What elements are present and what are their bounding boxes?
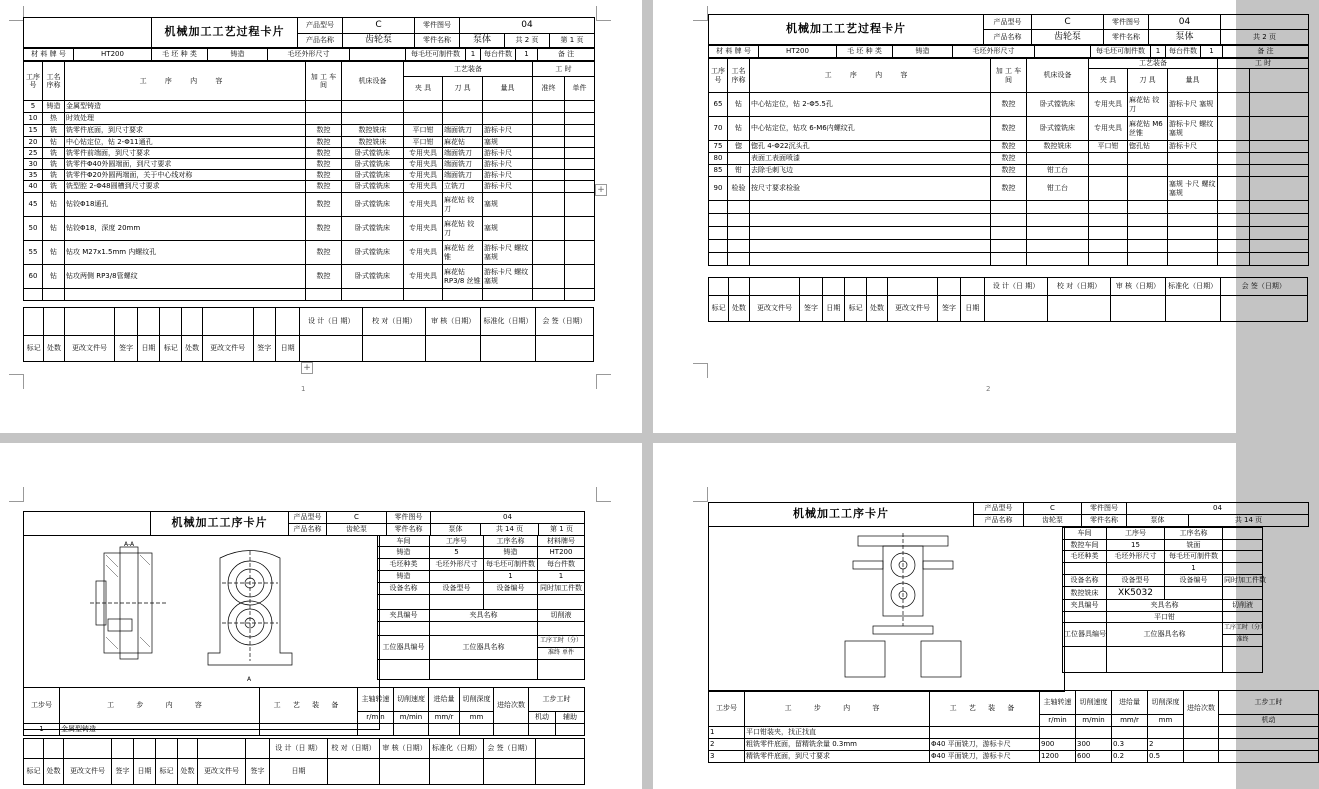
table-row: 70 钻 中心钻定位，钻攻 6-M6内螺纹孔 数控 卧式镗铣床 专用夹具 麻花钻 M6 丝锥 游标卡尺 螺纹塞规: [709, 117, 1309, 141]
material-row-2: 材 料 牌 号 HT200 毛 坯 种 类 铸造 毛坯外形尺寸 每毛坯可制件数 1 每台件数 1 备 注: [708, 45, 1309, 58]
page-number-2: 2: [986, 385, 991, 393]
table-row: 40 铣 铣型腔 2-Φ48圆槽到尺寸要求 数控 卧式镗铣床 专用夹具 立铣刀 游标卡尺: [24, 181, 595, 193]
step-table-4: 工步号 工 步 内 容 工 艺 装 备 主轴转速 切削速度 进给量 切削深度 进给次数 工步工时 r/min m/min mm/r mm 机动 1 平口钳装夹，找正找直 2 粗铣零件底面，留精铣余量 0.3mm Φ40 平面铣刀，游标卡尺 900 300 0.3 2 3 精铣零件底面，到尺寸要求 Φ40 平面铣刀，游标卡尺 1200 600 0.2 0.5: [708, 690, 1319, 763]
table-row: [709, 214, 1309, 227]
table-row: 90 检验 按尺寸要求检验 数控 钳工台 塞规 卡尺 螺纹塞规: [709, 177, 1309, 201]
material-row: 材 料 牌 号 HT200 毛 坯 种 类 铸造 毛坯外形尺寸 每毛坯可制件数 1 每台件数 1 备 注: [23, 48, 595, 61]
process-table-2: 工序号 工名 序称 工 序 内 容 加 工 车 间 机床设备 工艺装备 工 时 夹 具 刀 具 量具 65 钻 中心钻定位，钻 2-Φ5.5孔 数控 卧式镗铣床 专用夹具 麻花钻 铰刀 游标卡尺 塞规 70 钻 中心钻定位，钻攻 6-M6内螺纹孔 数控 卧式镗铣床 专用夹具 麻花钻 M6 丝锥 游标卡尺 螺纹塞规 75 锪 锪孔 4-Φ22沉头孔 数控 数控铣床 平口钳 锪孔钻 游标卡尺 80 表面工表面喷漆 数控 85 钳 去除毛刺飞边 数控 钳工台 90 检验 按尺寸要求检验 数控 钳工台 塞规 卡尺 螺纹塞规: [708, 58, 1309, 266]
process-table: 工序号 工名 序称 工 序 内 容 加 工 车 间 机床设备 工艺装备 工 时 夹 具 刀 具 量具 准终 单件 5 铸造 金属型铸造 10 热 时效处理 15 铣 铣零件底面，到尺寸要求 数控 数控铣床 平口钳 端面铣刀 游标卡尺 20 钻 中心钻定位，钻 2-Φ11通孔 数控 数控铣床 平口钳 麻花钻 塞规 25 铣 铣零件前端面，到尺寸要求 数控 卧式镗铣床 专用夹具 端面铣刀 游标卡尺 30 铣 铣零件Φ40外圆端面，到尺寸要求 数控 卧式镗铣床 专用夹具 端面铣刀 游标卡尺 35 铣 铣零件Φ20外圆两端面，关于中心线对称 数控 卧式镗铣床 专用夹具 端面铣刀 游标卡尺 40 铣 铣型腔 2-Φ48圆槽到尺寸要求 数控 卧式镗铣床 专用夹具 立铣刀 游标卡尺 45 钻 钻铰Φ18通孔 数控 卧式镗铣床 专用夹具 麻花钻 铰刀 塞规 50 钻 钻铰Φ18，深度 20mm 数控 卧式镗铣床 专用夹具 麻花钻 铰刀 塞规 55 钻 钻攻 M27x1.5mm 内螺纹孔 数控 卧式镗铣床 专用夹具 麻花钻 丝锥 游标卡尺 螺纹塞规 60 钻 钻攻两侧 RP3/8管螺纹 数控 卧式镗铣床 专用夹具 麻花钻 RP3/8 丝锥 游标卡尺 螺纹塞规: [23, 61, 595, 301]
table-row: 1 平口钳装夹，找正找直: [709, 727, 1319, 739]
table-row: 1 金属型铸造: [24, 724, 585, 736]
table-row: 25 铣 铣零件前端面，到尺寸要求 数控 卧式镗铣床 专用夹具 端面铣刀 游标卡尺: [24, 148, 595, 159]
table-row: 60 钻 钻攻两侧 RP3/8管螺纹 数控 卧式镗铣床 专用夹具 麻花钻 RP3/8 丝锥 游标卡尺 螺纹塞规: [24, 265, 595, 289]
op-info-table: 车间 工序号 工序名称 材料牌号 铸造 5 铸造 HT200 毛坯种类 毛坯外形尺寸 每毛坯可制件数 每台件数 铸造 1 1 设备名称 设备型号 设备编号 同时加工件数 夹具编号 夹具名称 切削液 工位器具编号 工位器具名称 工序工时（分） 准终 单件: [377, 535, 585, 680]
process-card-header: 机械加工工艺过程卡片 产品型号 C 零件图号 04 产品名称 齿轮泵 零件名称 泵体 共 2 页 第 1 页: [23, 17, 595, 48]
table-row: [709, 240, 1309, 253]
table-add-column-button[interactable]: +: [595, 184, 607, 196]
part-no: 04: [460, 18, 595, 34]
op-card-header: 机械加工工序卡片 产品型号 C 零件图号 04 产品名称 齿轮泵 零件名称 泵体 共 14 页 第 1 页: [23, 511, 585, 536]
product-type: C: [343, 18, 415, 34]
sign-table-3: 设 计（日 期） 校 对（日期） 审 核（日期） 标准化（日期） 会 签（日期） 标记 处数 更改文件号 签字 日期 标记 处数 更改文件号 签字 日期: [23, 738, 585, 785]
step-table: 工步号 工 步 内 容 工 艺 装 备 主轴转速 切削速度 进给量 切削深度 进给次数 工步工时 r/min m/min mm/r mm 机动 辅助 1 金属型铸造: [23, 687, 585, 736]
table-row: 10 热 时效处理: [24, 113, 595, 125]
table-row: [709, 253, 1309, 266]
table-row: 15 铣 铣零件底面，到尺寸要求 数控 数控铣床 平口钳 端面铣刀 游标卡尺: [24, 125, 595, 137]
view-label: A: [247, 676, 252, 683]
table-row: 80 表面工表面喷漆 数控: [709, 153, 1309, 165]
table-row: 30 铣 铣零件Φ40外圆端面，到尺寸要求 数控 卧式镗铣床 专用夹具 端面铣刀 游标卡尺: [24, 159, 595, 170]
table-row: [709, 201, 1309, 214]
pages-total: 共 2 页: [505, 34, 550, 48]
table-row: 50 钻 钻铰Φ18，深度 20mm 数控 卧式镗铣床 专用夹具 麻花钻 铰刀 塞规: [24, 217, 595, 241]
sign-table: 设 计（日 期） 校 对（日期） 审 核（日期） 标准化（日期） 会 签（日期） 标记 处数 更改文件号 签字 日期 标记 处数 更改文件号 签字 日期: [23, 307, 594, 362]
product-name: 齿轮泵: [343, 34, 415, 48]
page-no: 第 1 页: [550, 34, 595, 48]
material: HT200: [74, 49, 152, 61]
table-row: 65 钻 中心钻定位，钻 2-Φ5.5孔 数控 卧式镗铣床 专用夹具 麻花钻 铰刀 游标卡尺 塞规: [709, 93, 1309, 117]
table-add-row-button[interactable]: +: [301, 362, 313, 374]
card-title: 机械加工工艺过程卡片: [152, 18, 298, 48]
section-label: A-A: [124, 541, 135, 548]
fixture-drawing: [843, 531, 963, 681]
table-row: 55 钻 钻攻 M27x1.5mm 内螺纹孔 数控 卧式镗铣床 专用夹具 麻花钻 丝锥 游标卡尺 螺纹塞规: [24, 241, 595, 265]
table-row: 2 粗铣零件底面，留精铣余量 0.3mm Φ40 平面铣刀，游标卡尺 900 300 0.3 2: [709, 739, 1319, 751]
blank-type: 铸造: [208, 49, 268, 61]
table-row: 5 铸造 金属型铸造: [24, 101, 595, 113]
table-row: 75 锪 锪孔 4-Φ22沉头孔 数控 数控铣床 平口钳 锪孔钻 游标卡尺: [709, 141, 1309, 153]
table-row: 3 精铣零件底面，到尺寸要求 Φ40 平面铣刀，游标卡尺 1200 600 0.2 0.5: [709, 751, 1319, 763]
part-name: 泵体: [460, 34, 505, 48]
page-3: [0, 443, 642, 789]
sign-table-2: 设 计（日 期） 校 对（日期） 审 核（日期） 标准化（日期） 会 签（日期） 标记 处数 更改文件号 签字 日期 标记 处数 更改文件号 签字 日期: [708, 277, 1308, 322]
table-row: [709, 227, 1309, 240]
table-row: 35 铣 铣零件Φ20外圆两端面，关于中心线对称 数控 卧式镗铣床 专用夹具 端面铣刀 游标卡尺: [24, 170, 595, 181]
table-row: 20 钻 中心钻定位，钻 2-Φ11通孔 数控 数控铣床 平口钳 麻花钻 塞规: [24, 137, 595, 148]
page-2: [653, 0, 1286, 433]
section-view-drawing: [90, 541, 170, 671]
table-row: 45 钻 钻铰Φ18通孔 数控 卧式镗铣床 专用夹具 麻花钻 铰刀 塞规: [24, 193, 595, 217]
process-card-header-2: 机械加工工艺过程卡片 产品型号 C 零件图号 04 产品名称 齿轮泵 零件名称 泵体 共 2 页: [708, 14, 1309, 45]
page-1: [0, 0, 642, 433]
page-4: [653, 443, 1283, 789]
op-info-table-4: 车间 工序号 工序名称 数控车间 15 铣面 毛坯种类 毛坯外形尺寸 每毛坯可制件数 1 设备名称 设备型号 设备编号 同时加工件数 数控铣床 XK5032 夹具编号 夹具名称 切削液 平口钳 工位器具编号 工位器具名称 工序工时（分） 准终: [1062, 527, 1263, 673]
table-row: 85 钳 去除毛刺飞边 数控 钳工台: [709, 165, 1309, 177]
front-view-drawing: [200, 543, 300, 683]
op-card-header-4: 机械加工工序卡片 产品型号 C 零件图号 04 产品名称 齿轮泵 零件名称 泵体 共 14 页: [708, 502, 1309, 527]
page-number: 1: [301, 385, 306, 393]
